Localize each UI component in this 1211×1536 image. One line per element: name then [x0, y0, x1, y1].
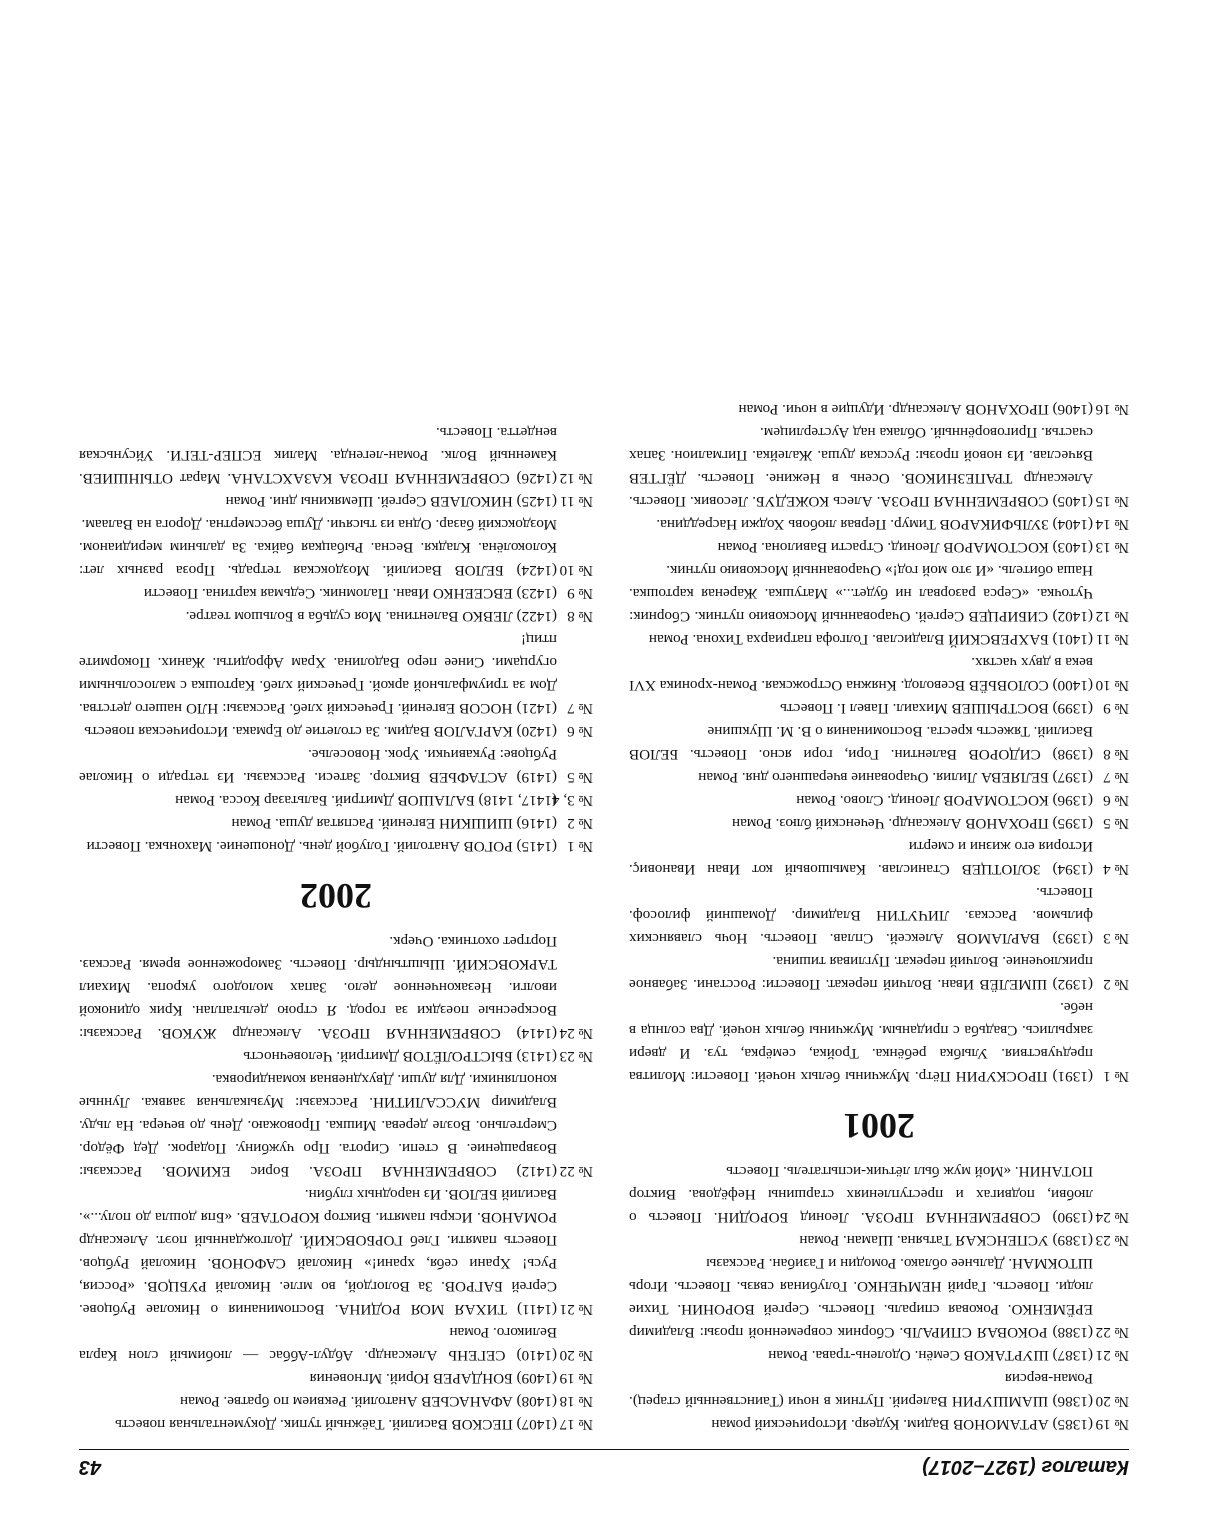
catalog-entry [629, 398, 1129, 421]
catalog-entry [79, 1367, 593, 1390]
entry-text: (1390) СОВРЕМЕННАЯ ПРОЗА. Леонид БОРОДИН. Повесть о любви, подвигах и преступлениях старшины Нефёдова. Виктор ПОТАНИН. «Мой муж был лётчик-испытатель. Повесть [629, 1163, 1093, 1226]
right-column [79, 421, 593, 1436]
entry-text: (1425) НИКОЛАЕВ Сергей. Шемякины дни. Роман [225, 493, 557, 510]
catalog-entry [79, 743, 593, 789]
catalog-entry [629, 651, 1129, 697]
catalog-entry [79, 490, 593, 513]
entry-text: (1417, 1418) БАЛАШОВ Дмитрий. Бальтазар Косса. Роман [175, 792, 557, 809]
catalog-entry [79, 812, 593, 835]
catalog-entry [629, 513, 1129, 536]
catalog-entry [629, 881, 1129, 950]
issue-number: № 17 [559, 1416, 593, 1433]
catalog-entry [629, 559, 1129, 628]
entry-text: (1404) ЗУЛЬФИКАРОВ Тимур. Первая любовь Ходжи Насреддина. [656, 516, 1093, 533]
issue-number: № 22 [559, 1163, 593, 1180]
entry-text: (1398) СИДОРОВ Валентин. Гори, гори ясно. Повесть. БЕЛОВ Василий. Тяжесть креста. Воспоминания о В. М. Шукшине [629, 723, 1093, 763]
issue-number: № 12 [559, 470, 593, 487]
issue-number: № 23 [1095, 1232, 1129, 1249]
issue-number: № 5 [567, 769, 593, 786]
catalog-entry [79, 1045, 593, 1068]
issue-number: № 21 [1095, 1347, 1129, 1364]
issue-number: № 1 [1103, 1068, 1129, 1085]
issue-number: № 18 [559, 1393, 593, 1410]
catalog-entry [79, 720, 593, 743]
entry-text: (1403) КОСТОМАРОВ Леонид. Страсти Вавилона. Роман [717, 539, 1093, 556]
page-number: 43 [79, 1456, 102, 1478]
catalog-entry [629, 835, 1129, 881]
issue-number: № 22 [1095, 1324, 1129, 1341]
entry-text: (1423) ЕВСЕЕНКО Иван. Паломник. Седьмая картина. Повести [143, 585, 557, 602]
left-column [629, 398, 1129, 1436]
entry-text: (1424) БЕЛОВ Василий. Моздокская тетрадь. Проза разных лет: Колоколёна. Кладкя. Весна. Рыбацкая байка. За дальним меридианом. Моздокский базар. Одна из тысячи. Душа бессмертна. Дорога на Валаам. [79, 516, 557, 579]
catalog-entry [629, 697, 1129, 720]
catalog-entry [629, 1413, 1129, 1436]
entry-text: (1387) ШУРТАКОВ Семён. Одолень-трава. Роман [768, 1347, 1093, 1364]
entry-text: (1421) НОСОВ Евгений. Греческий хлеб. Рассказы: НЛО нашего детства. Дом за триумфальной аркой. Греческий хлеб. Картошка с малосольными огурцами. Синее перо Вадолина. Храм Афродиты. Жаних. Покормите птиц! [79, 631, 557, 717]
entry-text: (1401) БАХРЕВСКИЙ Владислав. Голгофа патриарха Тихона. Роман [648, 631, 1093, 648]
entry-text: (1410) СЕГЕНЬ Александр. Абдул-Аббас — любимый слон Карла Великого. Роман [79, 1324, 557, 1364]
entry-text: (1411) ТИХАЯ МОЯ РОДИНА. Воспоминания о Николае Рубцове. Сергей БАГРОВ. За Вологдой, во мгле. Николай РУБЦОВ. «Россия, Русь! Храни себя, храни!» Николай САФОНОВ. Николай Рубцов. Повесть памяти. Глеб ГОРБОВСКИЙ. Долгожданный поэт. Александр РОМАНОВ. Искры памяти. Виктор КОРОТАЕВ. «Бпя дошла до полу...». Василий БЕЛОВ. Из народных глубин. [79, 1186, 557, 1318]
catalog-entry [79, 1183, 593, 1321]
entry-text: (1413) БЫСТРОЛЁТОВ Дмитрий. Человечность [243, 1048, 557, 1065]
entry-text: (1419) АСТАФЬЕВ Виктор. Затеси. Рассказы. Из тетради о Николае Рубцове: Рукавички. Урок. Новоселье. [79, 746, 557, 786]
entry-text: (1422) ЛЕВКО Валентина. Моя судьба в Большом театре. [185, 608, 557, 625]
entry-text: (1400) СОЛОВЬЁВ Всеволод. Княжна Острожская. Роман-хроника XVI века в двух частях. [629, 654, 1093, 694]
issue-number: № 11 [560, 493, 593, 510]
catalog-entry [79, 930, 593, 1045]
issue-number: № 19 [1095, 1416, 1129, 1433]
issue-number: № 2 [567, 815, 593, 832]
running-header [79, 1452, 1129, 1478]
catalog-entry [79, 1068, 593, 1183]
entry-text: (1415) РОГОВ Анатолий. Голубой день. Доношение. Махонька. Повести [86, 838, 557, 855]
entry-text: (1394) ЗОЛОТЦЕВ Станислав. Камышовый кот Иван Ивановиç. История его жизни и смерти [629, 838, 1093, 878]
issue-number: № 23 [559, 1048, 593, 1065]
catalog-entry [629, 628, 1129, 651]
issue-number: № 16 [1095, 401, 1129, 418]
entry-text: (1402) СИБИРЦЕВ Сергей. Очарованный Московию путник. Сборник: Чуточка. «Серса разорвал ни будет...» Матушка. Жареная картошка. Наша обитель. «И это мой год!» Очарованный Московию путник. [629, 562, 1093, 625]
entry-text: (1414) СОВРЕМЕННАЯ ПРОЗА. Александр ЖУКОВ. Рассказы: Воскресные поездки за город. Я строю дельтаплан. Крик одинокой иволги. Незаконченное дело. Запах молодого укропа. Михаил ТАРКОВСКИЙ. Шыштындыр. Повесть. Замороженное время. Рассказ. Портрет охотника. Очерк. [79, 933, 557, 1042]
catalog-entry [79, 605, 593, 628]
catalog-entry [629, 996, 1129, 1088]
entry-text: (1407) ПЕСКОВ Василий. Таёжный тупик. Документальная повесть [115, 1416, 557, 1433]
entry-text: (1412) СОВРЕМЕННАЯ ПРОЗА. Борис ЕКИМОВ. Рассказы: Возвращение. В степи. Сирота. Про чужбину. Подарок. Дед Фёдор. Смертельно. Возле дерева. Мишка. Провожаю. День до вечера. На льду. Владимир МУССАЛИТИН. Рассказы: Музыкальная заявка. Лунные конопляники. Для души. Двухдневная командировка. [79, 1071, 557, 1180]
entry-text: (1405) СОВРЕМЕННАЯ ПРОЗА. Алесь КОЖЕДУБ. Лесовик. Повесть. Александр ТРАПЕЗНИКОВ. Осень в Нежине. Повесть. ДЁГТЕВ Вячеслав. Из новой прозы: Русская душа. Жалейка. Пигмалион. Запах счастья. Приговорённый. Облака над Аустерлицем. [629, 424, 1093, 510]
entry-text: (1385) АРТАМОНОВ Вадим. Кудеяр. Исторический роман [711, 1416, 1093, 1433]
entry-text: (1386) ШАМШУРИН Валерий. Путник в ночи (Таинственный старец). Роман-версия [629, 1370, 1093, 1410]
catalog-entry [79, 1321, 593, 1367]
entry-text: (1426) СОВРЕМЕННАЯ ПРОЗА КАЗАХСТАНА. Марат ОТЫНШИЕВ. Каменный Волк. Роман-легенда. Малик ЕСПЕР-ТЕГИ. Уйсуньская вендетта. Повесть. [79, 424, 557, 487]
issue-number: № 10 [559, 562, 593, 579]
catalog-entry [629, 789, 1129, 812]
entry-text: (1392) ШМЕЛЁВ Иван. Волчий перекат. Повести: Росстани. Забавное приключение. Волчий перекат. Пугливая тишина. [629, 953, 1093, 993]
issue-number: № 15 [1095, 493, 1129, 510]
issue-number: № 7 [567, 700, 593, 717]
issue-number: № 9 [567, 585, 593, 602]
catalog-entry [629, 536, 1129, 559]
catalog-entry [79, 628, 593, 720]
entry-text: (1397) БЕЛЯЕВА Лилия. Очарование вчерашнего дня. Роман [698, 769, 1093, 786]
issue-number: № 4 [1103, 861, 1129, 878]
issue-number: № 6 [1103, 792, 1129, 809]
header-title: Каталог (1927–2017) [922, 1456, 1129, 1478]
entry-text: (1420) КАРГАЛОВ Вадим. За столетие до Ермака. Историческая повесть [84, 723, 557, 740]
entry-text: (1388) РОКОВАЯ СПИРАЛЬ. Сборник современной прозы: Владимир ЕРЁМЕНКО. Роковая спираль. Повесть. Сергей ВОРОНИН. Тихие люди. Повесть. Гарий НЕМЧЕНКО. Голубиная связь. Повесть. Игорь ШТОКМАН. Дальнее облако. Ромодин и Газибан. Рассказы [629, 1255, 1093, 1341]
issue-number: № 10 [1095, 677, 1129, 694]
entry-text: (1399) ВОСТРЫШЕВ Михаил. Павел I. Повесть [780, 700, 1093, 717]
catalog-entry [629, 1344, 1129, 1367]
catalog-entry [629, 1160, 1129, 1229]
entry-text: (1393) ВАРЛАМОВ Алексей. Сплав. Повесть. Ночь славянских фильмов. Рассказ. ЛИЧУТИН Владимир. Домашний философ. Повесть. [629, 884, 1093, 947]
issue-number: № 7 [1103, 769, 1129, 786]
issue-number: № 9 [1103, 700, 1129, 717]
entry-text: (1395) ПРОХАНОВ Александр. Чеченский блюз. Роман [732, 815, 1093, 832]
year-heading: 2001 [843, 1106, 915, 1146]
catalog-entry [629, 766, 1129, 789]
issue-number: № 20 [559, 1347, 593, 1364]
issue-number: № 19 [559, 1370, 593, 1387]
issue-number: № 3 [1103, 930, 1129, 947]
catalog-entry [79, 1413, 593, 1436]
catalog-entry [629, 1229, 1129, 1252]
issue-number: № 6 [567, 723, 593, 740]
entry-text: (1409) БОНДАРЕВ Юрий. Мгновения [309, 1370, 557, 1387]
catalog-entry [629, 1367, 1129, 1413]
catalog-entry [79, 582, 593, 605]
issue-number: № 24 [1095, 1209, 1129, 1226]
catalog-entry [629, 1252, 1129, 1344]
catalog-entry [79, 421, 593, 490]
entry-text: (1389) УСПЕНСКАЯ Татьяна. Шаман. Роман [799, 1232, 1093, 1249]
catalog-entry [79, 835, 593, 858]
catalog-entry [79, 1390, 593, 1413]
issue-number: № 3, 4 [551, 792, 593, 809]
entry-text: (1391) ПРОСКУРИН Пётр. Мужчины белых ночей. Повести: Молитва предчувствия. Улыбка ребёнка. Тройка, семёрка, туз. И двери закрылись. Свадьба с приданым. Мужчины белых ночей. Два солнца в небе. [629, 999, 1093, 1085]
issue-number: № 1 [567, 838, 593, 855]
entry-text: (1416) ШИШКИН Евгений. Распятая душа. Роман [231, 815, 557, 832]
catalog-entry [629, 950, 1129, 996]
issue-number: № 8 [567, 608, 593, 625]
entry-text: (1396) КОСТОМАРОВ Леонид. Слово. Роман [796, 792, 1093, 809]
issue-number: № 14 [1095, 516, 1129, 533]
year-heading: 2002 [300, 876, 372, 916]
catalog-entry [79, 789, 593, 812]
entry-text: (1408) АФАНАСЬЕВ Анатолий. Реквием по братве. Роман [179, 1393, 557, 1410]
issue-number: № 11 [1096, 631, 1129, 648]
catalog-entry [629, 812, 1129, 835]
header-rule [79, 1449, 1129, 1450]
issue-number: № 12 [1095, 608, 1129, 625]
issue-number: № 2 [1103, 976, 1129, 993]
issue-number: № 24 [559, 1025, 593, 1042]
entry-text: (1406) ПРОХАНОВ Александр. Идущие в ночи. Роман [738, 401, 1093, 418]
catalog-entry [629, 720, 1129, 766]
issue-number: № 21 [559, 1301, 593, 1318]
catalog-entry [629, 421, 1129, 513]
issue-number: № 20 [1095, 1393, 1129, 1410]
issue-number: № 8 [1103, 746, 1129, 763]
catalog-entry [79, 513, 593, 582]
issue-number: № 13 [1095, 539, 1129, 556]
issue-number: № 5 [1103, 815, 1129, 832]
